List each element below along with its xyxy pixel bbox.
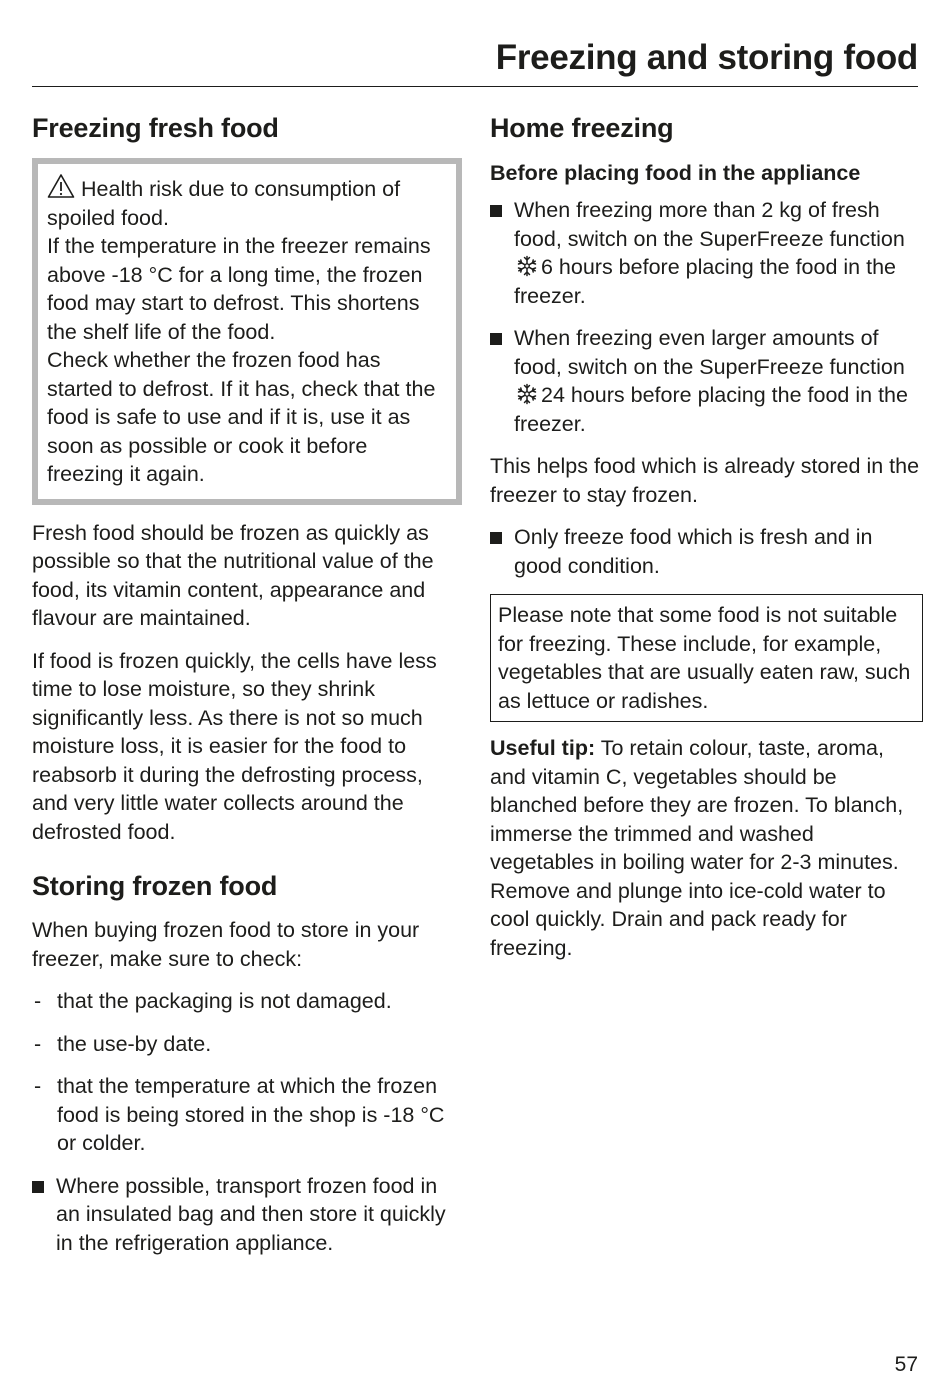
transport-bullet: Where possible, transport frozen food in an insulated bag and then store it quickly in the refrigeration appliance. xyxy=(32,1172,462,1258)
page-number: 57 xyxy=(894,1353,918,1376)
bullet-text: 24 hours before placing the food in the freezer. xyxy=(514,383,908,436)
page-title: Freezing and storing food xyxy=(495,38,918,77)
check-item: - that the packaging is not damaged. xyxy=(32,987,462,1016)
storing-intro: When buying frozen food to store in your freezer, make sure to check: xyxy=(32,918,420,971)
useful-tip-text: To retain colour, taste, aroma, and vitamin C, vegetables should be blanched before they are frozen. To blanch, immerse the trimmed and washed vegetables in boiling water for 2-3 minutes. Remove and plunge into ice-cold water to cool quickly. Drain and pack ready for freezing. xyxy=(490,736,904,960)
warning-triangle-icon xyxy=(47,173,75,199)
check-list xyxy=(32,987,462,1158)
warning-title xyxy=(47,173,446,232)
storing-frozen-food-heading: Storing frozen food xyxy=(32,871,278,901)
fresh-only-bullet: Only freeze food which is fresh and in good condition. xyxy=(490,523,923,580)
fresh-food-paragraph-2: If food is frozen quickly, the cells have less time to lose moisture, so they shrink significantly less. As there is not so much moisture loss, it is easier for the food to reabsorb it during the defrosting process, and very little water collects around the defrosted food. xyxy=(32,648,437,844)
freezing-fresh-food-heading: Freezing fresh food xyxy=(32,113,279,143)
fresh-food-paragraph-1: Fresh food should be frozen as quickly as possible so that the nutritional value of the food, its vitamin content, appearance and flavour are maintained. xyxy=(32,520,434,630)
fresh-only-bullet-list xyxy=(490,523,923,580)
useful-tip-paragraph xyxy=(490,734,923,962)
stay-frozen-paragraph: This helps food which is already stored in the freezer to stay frozen. xyxy=(490,454,920,507)
superfreeze-bullet-2 xyxy=(490,324,923,438)
check-item: - that the temperature at which the frozen food is being stored in the shop is -18 °C or colder. xyxy=(32,1072,462,1158)
home-freezing-heading: Home freezing xyxy=(490,113,674,143)
right-column xyxy=(490,110,923,976)
warning-paragraph-1: If the temperature in the freezer remains above -18 °C for a long time, the frozen food may start to defrost. This shortens the shelf life of the food. xyxy=(47,234,431,344)
unsuitable-food-note xyxy=(490,594,923,722)
superfreeze-bullet-1 xyxy=(490,196,923,310)
superfreeze-snowflake-icon xyxy=(516,383,538,405)
warning-title-text: Health risk due to consumption of spoiled food. xyxy=(47,177,401,230)
warning-paragraph-2: Check whether the frozen food has started to defrost. If it has, check that the food is safe to use and if it is, use it as soon as possible or cook it before freezing it again. xyxy=(47,348,436,486)
before-placing-subheading: Before placing food in the appliance xyxy=(490,161,861,185)
check-item: - the use-by date. xyxy=(32,1030,462,1059)
superfreeze-bullet-list xyxy=(490,196,923,438)
bullet-text: 6 hours before placing the food in the freezer. xyxy=(514,255,897,308)
health-warning-box xyxy=(32,158,462,505)
page-header xyxy=(32,36,918,87)
bullet-text: When freezing more than 2 kg of fresh food, switch on the SuperFreeze function xyxy=(514,198,905,251)
superfreeze-snowflake-icon xyxy=(516,255,538,277)
left-column xyxy=(32,110,462,1271)
note-text: Please note that some food is not suitable for freezing. These include, for example, vegetables that are usually eaten raw, such as lettuce or radishes. xyxy=(498,603,911,713)
transport-bullet-list xyxy=(32,1172,462,1258)
bullet-text: When freezing even larger amounts of food, switch on the SuperFreeze function xyxy=(514,326,905,379)
useful-tip-label: Useful tip: xyxy=(490,736,596,760)
